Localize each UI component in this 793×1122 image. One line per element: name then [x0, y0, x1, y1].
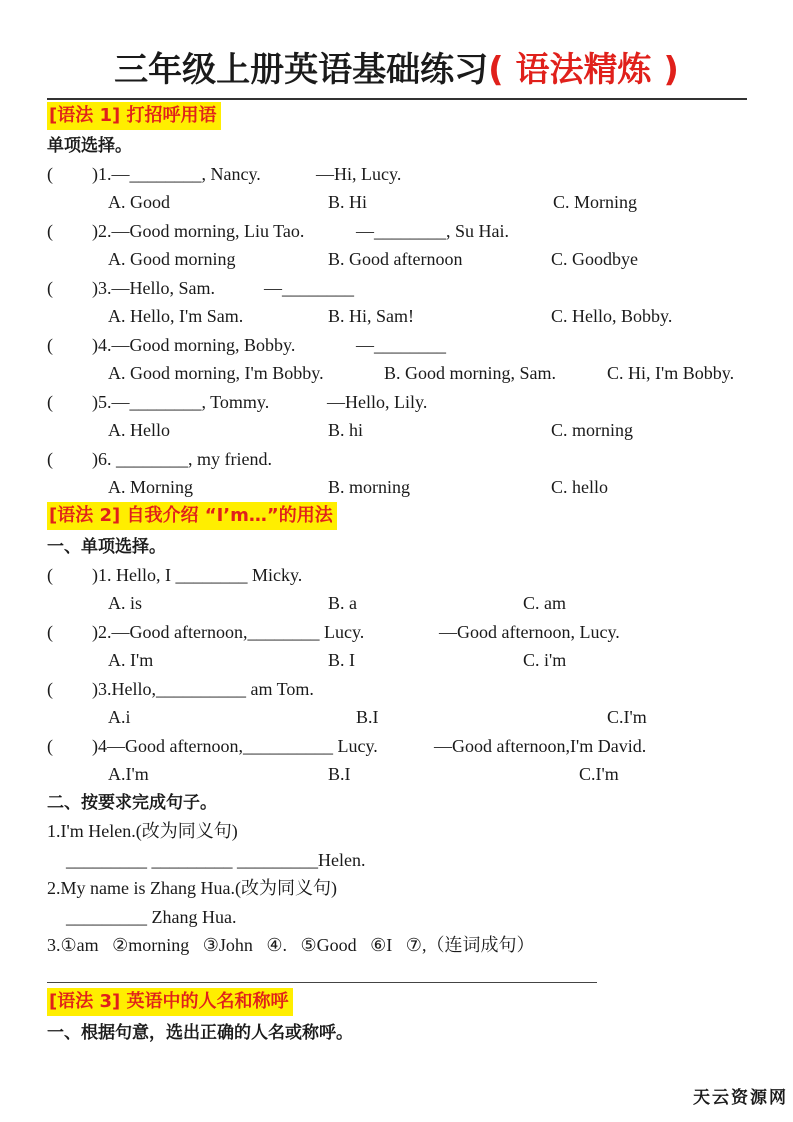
option-c: C. Morning: [553, 192, 638, 212]
option-c: C. morning: [551, 420, 634, 440]
answer-paren: (: [47, 392, 53, 412]
option-a: A.I'm: [108, 764, 149, 784]
answer-paren: (: [47, 335, 53, 355]
option-a: A. Good morning, I'm Bobby.: [108, 363, 324, 383]
option-b: B.I: [356, 707, 379, 727]
question-reply: —Good afternoon, Lucy.: [439, 622, 620, 642]
option-a: A.i: [108, 707, 131, 727]
question-text: )2.—Good afternoon,________ Lucy.: [92, 622, 365, 642]
option-b: B. Hi, Sam!: [328, 306, 415, 326]
option-c: C.I'm: [607, 707, 647, 727]
answer-paren: (: [47, 679, 53, 699]
option-b: B. morning: [328, 477, 411, 497]
option-c: C. hello: [551, 477, 608, 497]
question-text: )3.Hello,__________ am Tom.: [92, 679, 314, 699]
question-reply: —Hello, Lily.: [327, 392, 428, 412]
answer-paren: (: [47, 278, 53, 298]
question-reply: —Good afternoon,I'm David.: [434, 736, 647, 756]
rewrite-prompt-2: 2.My name is Zhang Hua.(改为同义句): [47, 878, 337, 898]
option-c: C. am: [523, 593, 566, 613]
question-text: )6. ________, my friend.: [92, 449, 272, 469]
question-text: )4.—Good morning, Bobby.: [92, 335, 296, 355]
option-b: B. Hi: [328, 192, 368, 212]
option-b: B. Good afternoon: [328, 249, 463, 269]
question-reply: —Hi, Lucy.: [316, 164, 402, 184]
option-c: C. Hi, I'm Bobby.: [607, 363, 735, 383]
question-text: )1.—________, Nancy.: [92, 164, 261, 184]
section-2-heading: [语法 2] 自我介绍 “I’m…”的用法: [47, 502, 337, 530]
answer-line: [47, 982, 597, 983]
question-reply: —________: [264, 278, 354, 298]
option-a: A. Hello: [108, 420, 170, 440]
section-1-instruction: 单项选择。: [47, 136, 132, 156]
footer-watermark: 天云资源网: [693, 1088, 788, 1108]
word-order-prompt: 3.①am ②morning ③John ④. ⑤Good ⑥I ⑦,（连词成句）: [47, 935, 535, 955]
rewrite-blank-1: _________ _________ _________Helen.: [66, 850, 366, 870]
option-a: A. Morning: [108, 477, 193, 497]
question-text: )1. Hello, I ________ Micky.: [92, 565, 303, 585]
question-text: )2.—Good morning, Liu Tao.: [92, 221, 305, 241]
option-c: C. i'm: [523, 650, 567, 670]
option-c: C. Hello, Bobby.: [551, 306, 673, 326]
rewrite-prompt-1: 1.I'm Helen.(改为同义句): [47, 821, 238, 841]
question-text: )3.—Hello, Sam.: [92, 278, 215, 298]
section-3-instruction: 一、根据句意，选出正确的人名或称呼。: [47, 1023, 353, 1043]
answer-paren: (: [47, 622, 53, 642]
section-1-heading: [语法 1] 打招呼用语: [47, 102, 221, 130]
option-c: C.I'm: [579, 764, 619, 784]
option-c: C. Goodbye: [551, 249, 638, 269]
question-text: )4—Good afternoon,__________ Lucy.: [92, 736, 378, 756]
answer-paren: (: [47, 164, 53, 184]
rewrite-blank-2: _________ Zhang Hua.: [66, 907, 237, 927]
option-a: A. I'm: [108, 650, 154, 670]
section-3-heading: [语法 3] 英语中的人名和称呼: [47, 988, 293, 1016]
option-b: B. I: [328, 650, 355, 670]
question-reply: —________: [356, 335, 446, 355]
answer-paren: (: [47, 449, 53, 469]
section-2-instruction-2: 二、按要求完成句子。: [47, 793, 217, 813]
question-reply: —________, Su Hai.: [356, 221, 509, 241]
option-a: A. Good morning: [108, 249, 236, 269]
answer-paren: (: [47, 565, 53, 585]
title-divider: [47, 98, 747, 100]
option-b: B.I: [328, 764, 351, 784]
page-title: 三年级上册英语基础练习( 语法精炼 ): [114, 50, 679, 90]
answer-paren: (: [47, 736, 53, 756]
option-b: B. Good morning, Sam.: [384, 363, 557, 383]
page-subtitle: ( 语法精炼 ): [488, 50, 679, 90]
question-text: )5.—________, Tommy.: [92, 392, 270, 412]
option-a: A. is: [108, 593, 143, 613]
option-a: A. Good: [108, 192, 170, 212]
option-a: A. Hello, I'm Sam.: [108, 306, 244, 326]
answer-paren: (: [47, 221, 53, 241]
section-2-instruction: 一、单项选择。: [47, 537, 166, 557]
option-b: B. a: [328, 593, 357, 613]
option-b: B. hi: [328, 420, 364, 440]
